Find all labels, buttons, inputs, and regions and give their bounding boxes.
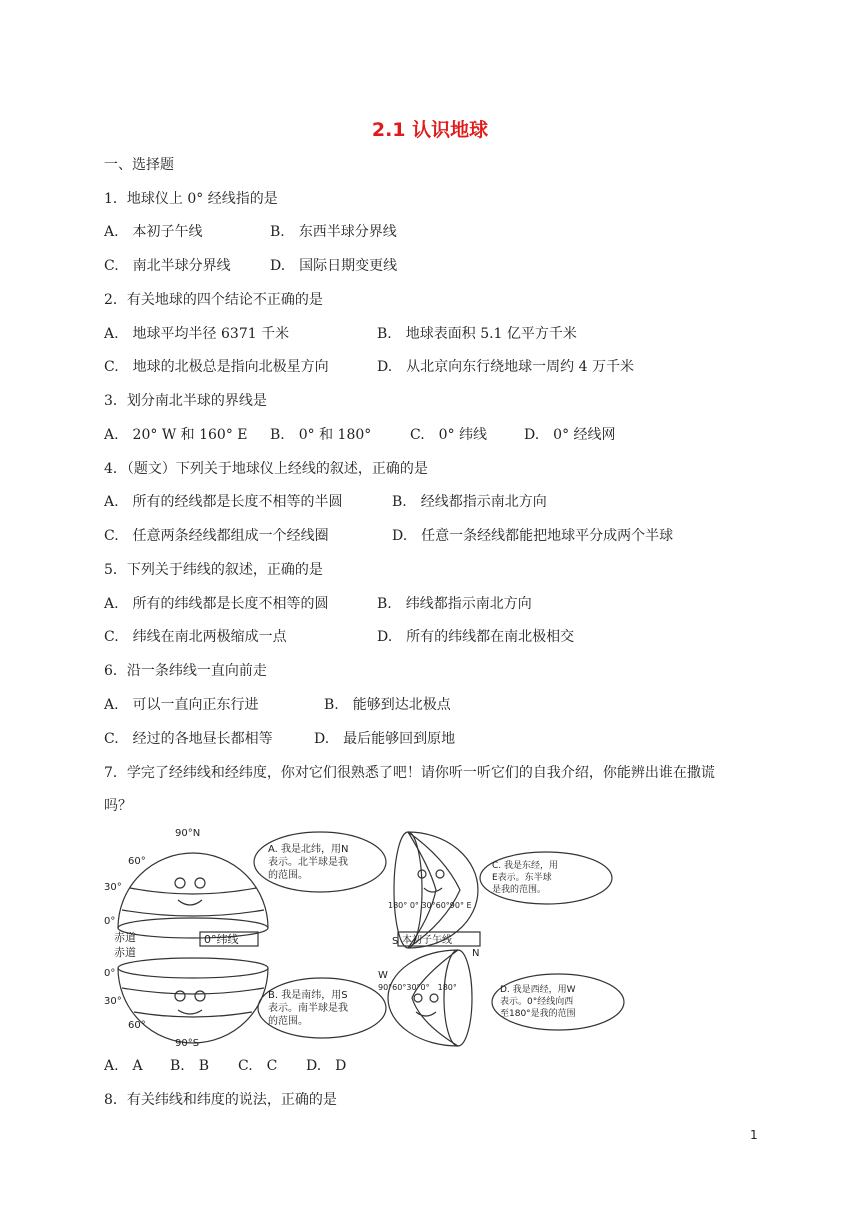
- label-60-south: 60°: [128, 1020, 146, 1031]
- prime-meridian-label: 本初子午线: [402, 935, 452, 946]
- label-90n: 90°N: [175, 828, 201, 839]
- question-2-stem: 2．有关地球的四个结论不正确的是: [104, 292, 323, 308]
- q6-option-b[interactable]: B. 能够到达北极点: [324, 697, 451, 713]
- q1-option-d[interactable]: D. 国际日期变更线: [270, 258, 398, 274]
- equator-ellipse-south: [118, 958, 268, 978]
- q3-option-b[interactable]: B. 0° 和 180°: [270, 427, 372, 443]
- bubble-d-line-2: 表示。0°经线向西: [500, 997, 574, 1007]
- q4-option-a[interactable]: A. 所有的经线都是长度不相等的半圆: [104, 494, 343, 510]
- question-5-stem: 5．下列关于纬线的叙述，正确的是: [104, 562, 323, 578]
- q1-option-b[interactable]: B. 东西半球分界线: [270, 224, 397, 240]
- label-0-north: 0°: [104, 916, 116, 927]
- label-30-north: 30°: [104, 882, 122, 893]
- q6-option-a[interactable]: A. 可以一直向正东行进: [104, 697, 259, 713]
- n-label: N: [472, 948, 480, 959]
- question-6-stem: 6．沿一条纬线一直向前走: [104, 663, 267, 679]
- bubble-b-line-3: 的范围。: [268, 1016, 308, 1027]
- section-heading: 一、选择题: [104, 157, 174, 173]
- q7-option-b[interactable]: B. B: [170, 1058, 210, 1074]
- south-hemisphere-outline: [118, 968, 268, 1043]
- latitude-longitude-figure: [100, 828, 630, 1050]
- q6-option-c[interactable]: C. 经过的各地昼长都相等: [104, 731, 273, 747]
- q4-option-b[interactable]: B. 经线都指示南北方向: [392, 494, 547, 510]
- q5-option-c[interactable]: C. 纬线在南北两极缩成一点: [104, 629, 287, 645]
- q4-option-c[interactable]: C. 任意两条经线都组成一个经线圈: [104, 528, 329, 544]
- bubble-d-line-3: 至180°是我的范围: [500, 1009, 576, 1019]
- q3-option-d[interactable]: D. 0° 经线网: [524, 427, 616, 443]
- q7-option-d[interactable]: D. D: [306, 1058, 347, 1074]
- q3-option-c[interactable]: C. 0° 纬线: [410, 427, 488, 443]
- bubble-b-line-2: 表示。南半球是我: [268, 1003, 348, 1014]
- west-tick-labels: 90°60°30°0° 180°: [378, 983, 457, 992]
- q6-option-d[interactable]: D. 最后能够回到原地: [314, 731, 456, 747]
- question-4-stem: 4．（题文）下列关于地球仪上经线的叙述，正确的是: [104, 461, 428, 477]
- q1-option-c[interactable]: C. 南北半球分界线: [104, 258, 231, 274]
- q7-option-c[interactable]: C. C: [238, 1058, 278, 1074]
- q2-option-a[interactable]: A. 地球平均半径 6371 千米: [104, 326, 290, 342]
- question-8-stem: 8．有关纬线和纬度的说法，正确的是: [104, 1092, 337, 1108]
- label-90s: 90°S: [175, 1038, 200, 1049]
- question-1-stem: 1．地球仪上 0° 经线指的是: [104, 191, 278, 207]
- bubble-a-line-1: A. 我是北纬，用N: [268, 844, 349, 855]
- q5-option-a[interactable]: A. 所有的纬线都是长度不相等的圆: [104, 596, 329, 612]
- label-equator-1: 赤道: [114, 931, 136, 944]
- east-tick-labels: 180° 0° 30°60°90° E: [388, 901, 472, 910]
- bubble-a-line-2: 表示。北半球是我: [268, 857, 348, 868]
- bubble-a-line-3: 的范围。: [268, 870, 308, 881]
- latitude-60-line: [130, 888, 256, 894]
- page-number: 1: [750, 1128, 758, 1142]
- q5-option-b[interactable]: B. 纬线都指示南北方向: [377, 596, 532, 612]
- q2-option-d[interactable]: D. 从北京向东行绕地球一周约 4 万千米: [377, 359, 634, 375]
- label-60-north: 60°: [128, 856, 146, 867]
- q2-option-b[interactable]: B. 地球表面积 5.1 亿平方千米: [377, 326, 577, 342]
- bubble-c-line-3: 是我的范围。: [492, 885, 547, 895]
- q1-option-a[interactable]: A. 本初子午线: [104, 224, 203, 240]
- q3-option-a[interactable]: A. 20° W 和 160° E: [104, 427, 248, 443]
- bubble-c-line-2: E表示。东半球: [492, 873, 552, 883]
- bubble-d-line-1: D. 我是西经，用W: [500, 985, 576, 995]
- q7-option-a[interactable]: A. A: [104, 1058, 143, 1074]
- page-title: 2.1 认识地球: [371, 119, 489, 141]
- question-7-stem-line2: 吗？: [104, 798, 132, 814]
- q2-option-c[interactable]: C. 地球的北极总是指向北极星方向: [104, 359, 329, 375]
- bubble-b-line-1: B. 我是南纬，用S: [268, 990, 348, 1001]
- label-equator-2: 赤道: [114, 946, 136, 959]
- w-label: W: [378, 970, 388, 981]
- question-3-stem: 3．划分南北半球的界线是: [104, 393, 267, 409]
- question-7-stem-line1: 7．学完了经纬线和经纬度，你对它们很熟悉了吧！请你听一听它们的自我介绍，你能辨出谁在撒谎: [104, 765, 715, 781]
- q5-option-d[interactable]: D. 所有的纬线都在南北极相交: [377, 629, 575, 645]
- label-equator-box: 0°纬线: [204, 933, 239, 946]
- equator-ellipse-north: [118, 918, 268, 938]
- latitude-30-line: [122, 910, 264, 916]
- label-30-south: 30°: [104, 996, 122, 1007]
- bubble-c-line-1: C. 我是东经，用: [492, 861, 559, 871]
- label-0-south: 0°: [104, 968, 116, 979]
- s-label: S: [392, 936, 399, 947]
- west-globe-rim: [444, 950, 472, 1046]
- q4-option-d[interactable]: D. 任意一条经线都能把地球平分成两个半球: [392, 528, 674, 544]
